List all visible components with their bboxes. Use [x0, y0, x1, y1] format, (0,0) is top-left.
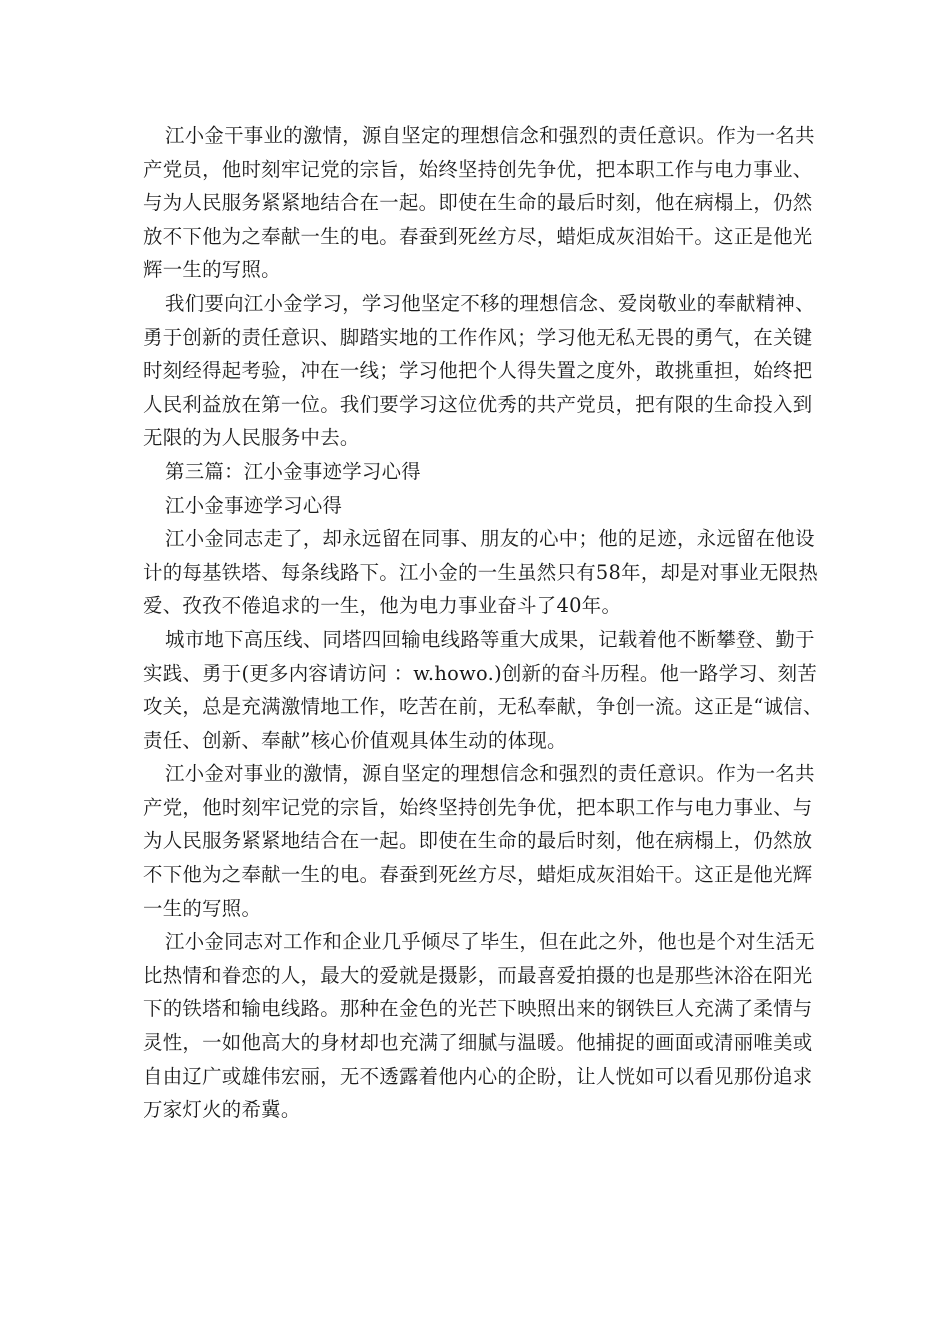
text-line: 城市地下高压线、同塔四回输电线路等重大成果，记载着他不断攀登、勤于 [165, 627, 815, 651]
text-line: 放不下他为之奉献一生的电。春蚕到死丝方尽，蜡炬成灰泪始干。这正是他光 [143, 224, 813, 248]
text-line: 比热情和眷恋的人，最大的爱就是摄影，而最喜爱拍摄的也是那些沐浴在阳光 [143, 963, 813, 987]
article-body [143, 119, 823, 1127]
text-line: 下的铁塔和输电线路。那种在金色的光芒下映照出来的钢铁巨人充满了柔情与 [143, 997, 813, 1021]
text-line: 一生的写照。 [143, 896, 262, 920]
text-line: 与为人民服务紧紧地结合在一起。即使在生命的最后时刻，他在病榻上，仍然 [143, 191, 813, 215]
text-line: 时刻经得起考验，冲在一线；学习他把个人得失置之度外，敢挑重担，始终把 [143, 359, 813, 383]
text-line: 攻关，总是充满激情地工作，吃苦在前，无私奉献，争创一流。这正是“诚信、 [143, 695, 823, 719]
text-line: 辉一生的写照。 [143, 258, 281, 282]
section-subtitle: 江小金事迹学习心得 [165, 493, 343, 517]
section-heading: 第三篇：江小金事迹学习心得 [165, 459, 421, 483]
text-line: 江小金同志对工作和企业几乎倾尽了毕生，但在此之外，他也是个对生活无 [165, 930, 815, 954]
text-line: 人民利益放在第一位。我们要学习这位优秀的共产党员，把有限的生命投入到 [143, 392, 813, 416]
text-line: 责任、创新、奉献”核心价值观具体生动的体现。 [143, 728, 567, 752]
text-line: 江小金对事业的激情，源自坚定的理想信念和强烈的责任意识。作为一名共 [165, 762, 815, 786]
text-line: 万家灯火的希冀。 [143, 1098, 301, 1122]
text-line: 产党员，他时刻牢记党的宗旨，始终坚持创先争优，把本职工作与电力事业、 [143, 157, 813, 181]
text-line: 产党，他时刻牢记党的宗旨，始终坚持创先争优，把本职工作与电力事业、与 [143, 795, 813, 819]
text-line: 勇于创新的责任意识、脚踏实地的工作作风；学习他无私无畏的勇气，在关键 [143, 325, 813, 349]
text-line: 灵性，一如他高大的身材却也充满了细腻与温暖。他捕捉的画面或清丽唯美或 [143, 1031, 813, 1055]
text-line: 为人民服务紧紧地结合在一起。即使在生命的最后时刻，他在病榻上，仍然放 [143, 829, 813, 853]
text-line: 爱、孜孜不倦追求的一生，他为电力事业奋斗了40年。 [143, 594, 622, 618]
text-line: 江小金同志走了，却永远留在同事、朋友的心中；他的足迹，永远留在他设 [165, 527, 815, 551]
text-line: 不下他为之奉献一生的电。春蚕到死丝方尽，蜡炬成灰泪始干。这正是他光辉 [143, 863, 813, 887]
text-line: 我们要向江小金学习，学习他坚定不移的理想信念、爱岗敬业的奉献精神、 [165, 291, 815, 315]
text-line: 计的每基铁塔、每条线路下。江小金的一生虽然只有58年，却是对事业无限热 [143, 560, 819, 584]
text-line: 江小金干事业的激情，源自坚定的理想信念和强烈的责任意识。作为一名共 [165, 124, 815, 147]
text-line: 无限的为人民服务中去。 [143, 426, 360, 450]
text-line: 自由辽广或雄伟宏丽，无不透露着他内心的企盼，让人恍如可以看见那份追求 [143, 1064, 813, 1088]
text-line: 实践、勇于(更多内容请访问 ：w.howo.)创新的奋斗历程。他一路学习、刻苦 [143, 661, 818, 685]
